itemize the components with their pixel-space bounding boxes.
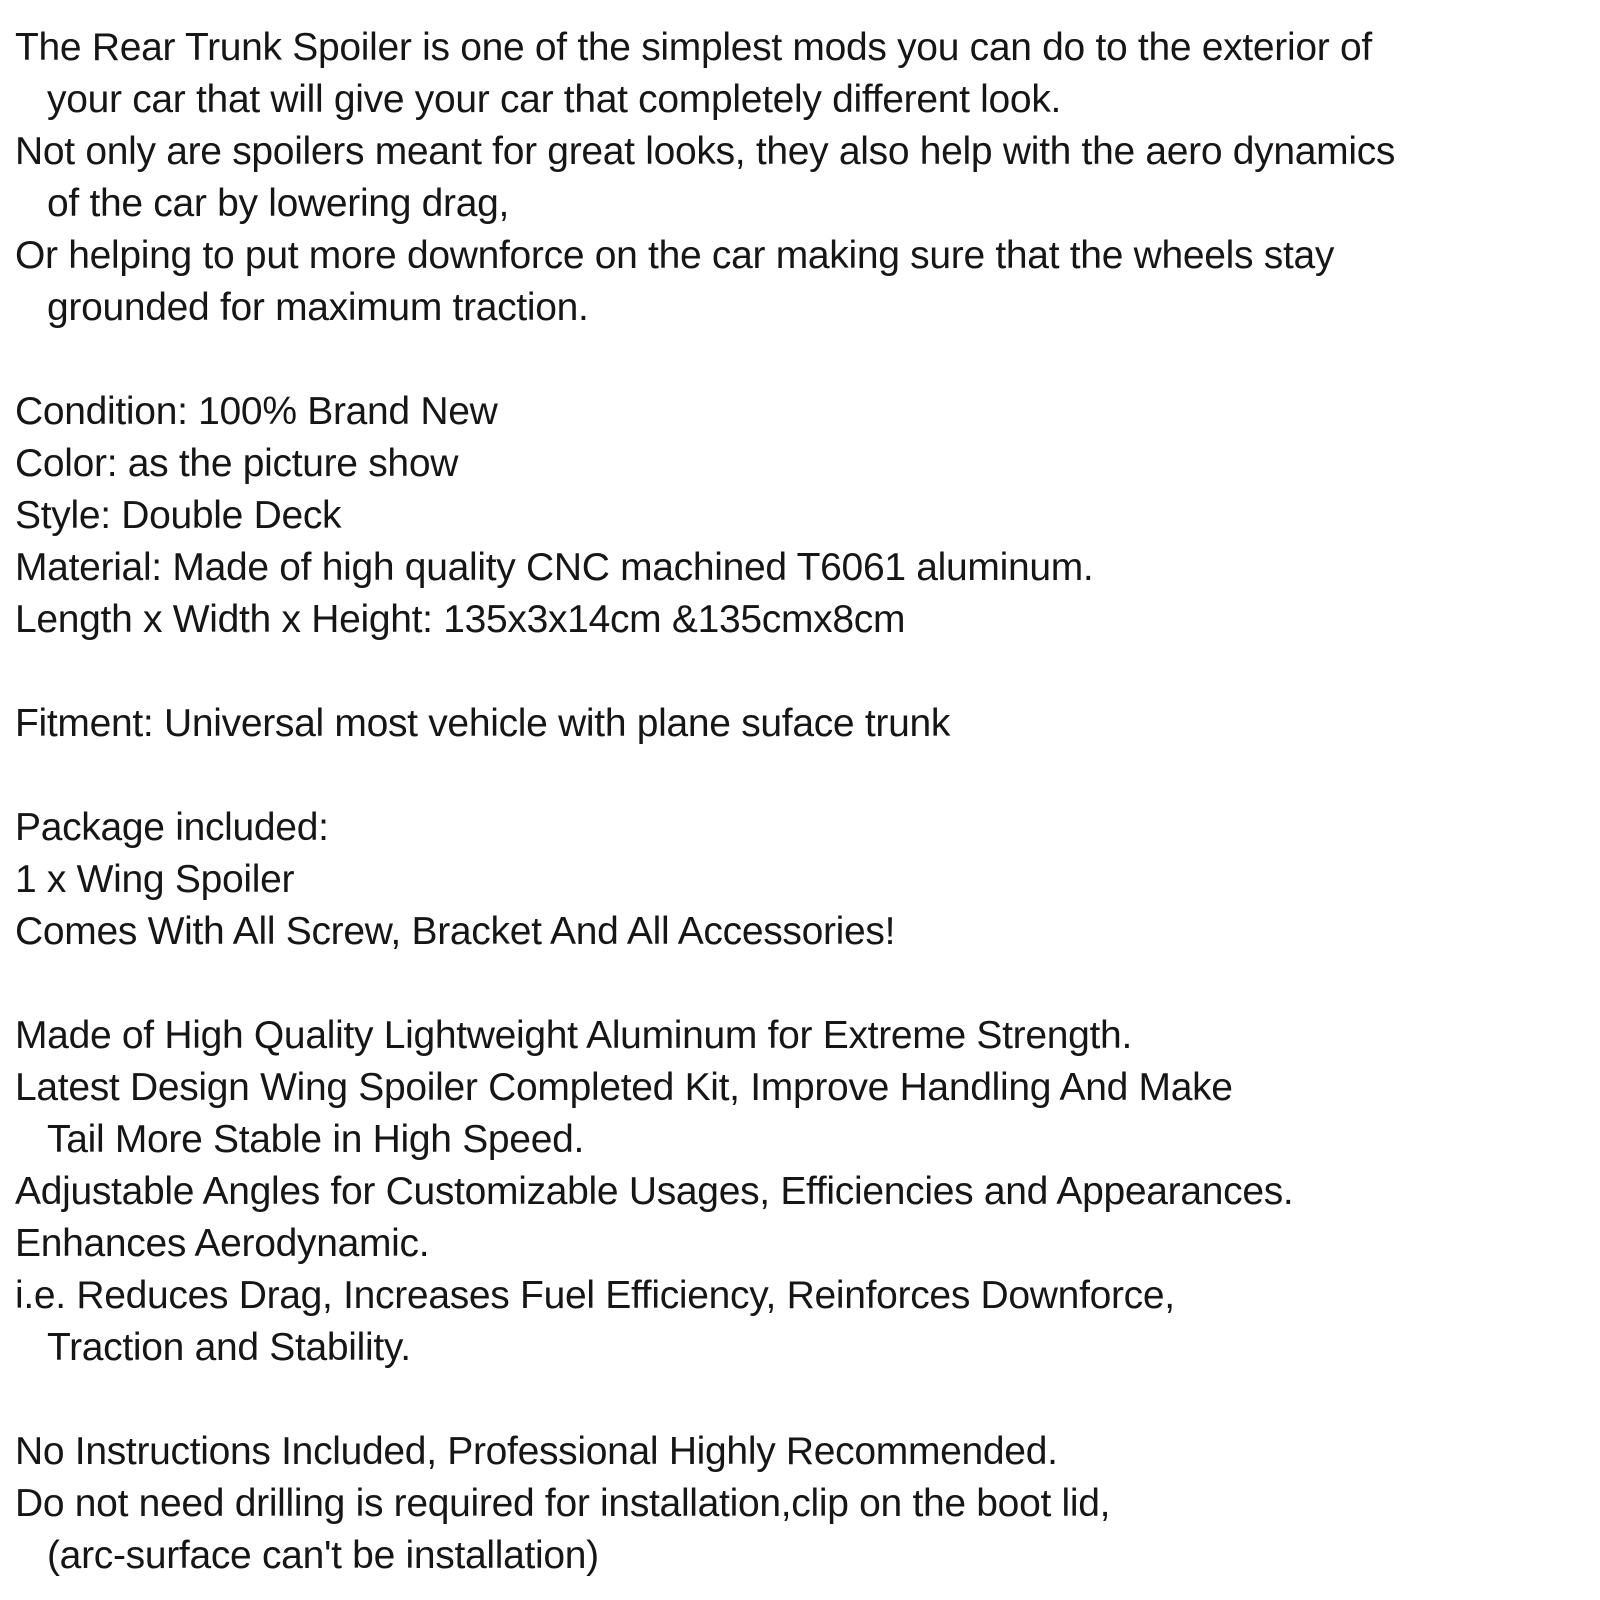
description-line: Adjustable Angles for Customizable Usages, Efficiencies and Appearances. bbox=[15, 1170, 1294, 1213]
description-line-dimensions: Length x Width x Height: 135x3x14cm &135cmx8cm bbox=[15, 598, 906, 641]
description-line-style: Style: Double Deck bbox=[15, 494, 342, 537]
blank-line bbox=[15, 646, 1592, 698]
description-line: (arc-surface can't be installation) bbox=[47, 1534, 599, 1577]
description-line-package: Package included: bbox=[15, 806, 329, 849]
description-line: Tail More Stable in High Speed. bbox=[47, 1118, 585, 1161]
description-line: Do not need drilling is required for installation,clip on the boot lid, bbox=[15, 1482, 1111, 1525]
description-line: Or helping to put more downforce on the car making sure that the wheels stay bbox=[15, 234, 1335, 277]
description-line-condition: Condition: 100% Brand New bbox=[15, 390, 498, 433]
blank-line bbox=[15, 750, 1592, 802]
blank-line bbox=[15, 958, 1592, 1010]
description-line: Not only are spoilers meant for great looks, they also help with the aero dynamics bbox=[15, 130, 1396, 173]
description-line: The Rear Trunk Spoiler is one of the simplest mods you can do to the exterior of bbox=[15, 26, 1372, 69]
description-line-fitment: Fitment: Universal most vehicle with plane suface trunk bbox=[15, 702, 951, 745]
description-line: Made of High Quality Lightweight Aluminum for Extreme Strength. bbox=[15, 1014, 1132, 1057]
blank-line bbox=[15, 1374, 1592, 1426]
blank-line bbox=[15, 334, 1592, 386]
description-line: of the car by lowering drag, bbox=[47, 182, 510, 225]
description-line: your car that will give your car that completely different look. bbox=[47, 78, 1062, 121]
description-line: Enhances Aerodynamic. bbox=[15, 1222, 430, 1265]
description-line-material: Material: Made of high quality CNC machined T6061 aluminum. bbox=[15, 546, 1094, 589]
description-line: i.e. Reduces Drag, Increases Fuel Efficiency, Reinforces Downforce, bbox=[15, 1274, 1175, 1317]
description-line: Comes With All Screw, Bracket And All Accessories! bbox=[15, 910, 896, 953]
description-line: No Instructions Included, Professional Highly Recommended. bbox=[15, 1430, 1058, 1473]
description-line: 1 x Wing Spoiler bbox=[15, 858, 295, 901]
description-line: Traction and Stability. bbox=[47, 1326, 411, 1369]
description-line: Latest Design Wing Spoiler Completed Kit, Improve Handling And Make bbox=[15, 1066, 1233, 1109]
description-line: grounded for maximum traction. bbox=[47, 286, 589, 329]
description-line-color: Color: as the picture show bbox=[15, 442, 459, 485]
